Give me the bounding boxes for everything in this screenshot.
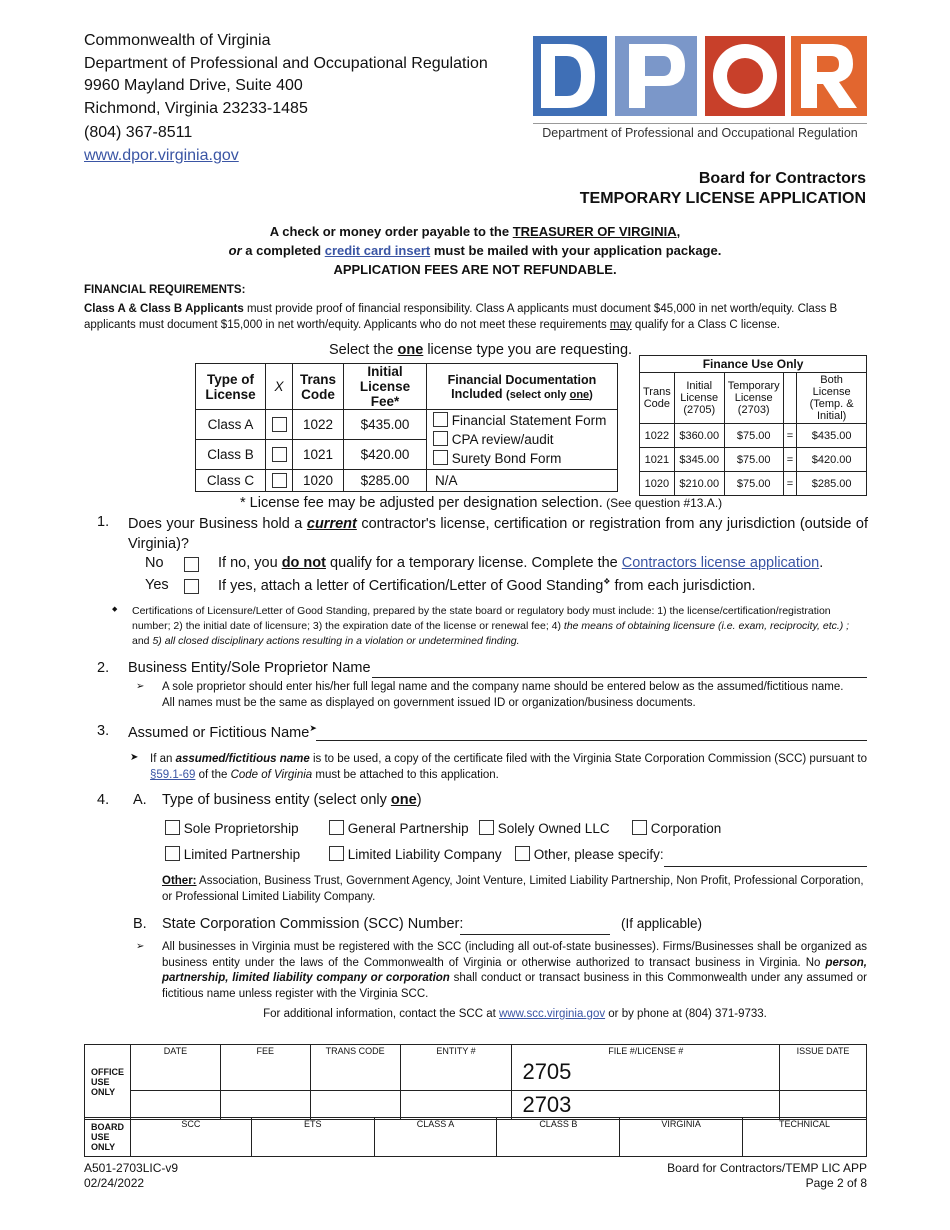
address-line: 9960 Mayland Drive, Suite 400: [84, 77, 303, 94]
header: Both License (Temp. & Initial): [797, 373, 867, 424]
text: ): [416, 792, 422, 808]
scc-website-link[interactable]: www.scc.virginia.gov: [499, 1008, 606, 1020]
q2-note: [162, 680, 867, 711]
text: Class A & Class B Applicants: [84, 303, 244, 315]
col-class-a: CLASS A: [374, 1118, 497, 1157]
class-type: Class C: [196, 470, 266, 492]
surety-bond-checkbox[interactable]: [433, 450, 448, 465]
class-c-doc: N/A: [427, 470, 618, 492]
cell: $210.00: [674, 472, 724, 496]
text: Other:: [162, 875, 197, 887]
board-name: Board for Contractors: [698, 170, 866, 187]
text: General Partnership: [347, 821, 469, 836]
other-note: [162, 874, 867, 905]
cell: $75.00: [724, 472, 783, 496]
table-row: [640, 448, 867, 472]
text: person, partnership, limited liability company or corporation: [162, 956, 867, 984]
entity-option[interactable]: [479, 820, 610, 836]
entity-option[interactable]: [329, 846, 502, 862]
col-trans-code: TRANS CODE: [310, 1045, 400, 1091]
text: Type of business entity (select only: [162, 792, 391, 808]
text: qualify for a Class C license.: [631, 318, 780, 331]
finance-title: Finance Use Only: [640, 356, 867, 373]
text: Certifications of Licensure/Letter of Good Standing, prepared by the state board or regulatory body must include: 1) the license/certification/registration number; 2) the initial date of licensure; 3) the expiration date of the license or renewal fee; 4): [132, 605, 831, 632]
col-class-b: CLASS B: [497, 1118, 620, 1157]
text: of the: [195, 768, 231, 781]
header-x: X: [266, 364, 293, 410]
text: (See question #13.A.): [602, 496, 723, 510]
cell: 1022: [640, 424, 675, 448]
license-fee: $420.00: [344, 440, 427, 470]
table-row: [196, 410, 618, 440]
financial-statement-checkbox[interactable]: [433, 412, 448, 427]
corporation-checkbox[interactable]: [632, 820, 647, 835]
financial-docs-cell: [427, 410, 618, 470]
text: or by phone at (804) 371-9733.: [605, 1008, 767, 1020]
file-number-2705: 2705: [522, 1059, 572, 1084]
text: or: [228, 243, 242, 258]
financial-heading: FINANCIAL REQUIREMENTS:: [84, 284, 246, 296]
text: Limited Partnership: [183, 847, 301, 862]
col-scc: SCC: [130, 1118, 251, 1157]
table-row: [196, 470, 618, 492]
dpor-logo: [533, 36, 867, 140]
board-use-label: BOARD USE ONLY: [85, 1118, 131, 1157]
col-fee: FEE: [220, 1045, 310, 1091]
q1-yes-checkbox[interactable]: [184, 579, 199, 594]
cell: $75.00: [724, 424, 783, 448]
text: A sole proprietor should enter his/her full legal name and the company name should be entered below as the assumed/fictitious name.: [162, 681, 844, 693]
arrow-bullet-icon: ➢: [136, 681, 145, 692]
logo-caption: Department of Professional and Occupational Regulation: [533, 123, 867, 140]
footer-title: Board for Contractors/TEMP LIC APP: [667, 1161, 867, 1175]
address-line: Richmond, Virginia 23233-1485: [84, 99, 308, 117]
col-date: DATE: [130, 1045, 220, 1091]
text: is to be used, a copy of the certificate filed with the Virginia State Corporation Commission (SCC) pursuant to: [309, 753, 867, 765]
agency-address: [84, 30, 488, 167]
payee: TREASURER OF VIRGINIA: [512, 224, 677, 239]
text: For additional information, contact the SCC at: [263, 1008, 499, 1020]
cell: $420.00: [797, 448, 867, 472]
license-fee: $285.00: [344, 470, 427, 492]
text: one: [390, 792, 417, 808]
text: FILE #/LICENSE #: [608, 1046, 684, 1056]
payment-line-3: APPLICATION FEES ARE NOT REFUNDABLE.: [333, 262, 617, 277]
q3-label: [128, 723, 317, 741]
text: must be attached to this application.: [312, 768, 499, 781]
text: All businesses in Virginia must be registered with the SCC (including all out-of-state businesses). Firms/Businesses shall be organized as business entity under the laws of the Commonwealth of Virginia or otherwise authorized to transact business in Virginia. No: [162, 941, 867, 969]
header: Initial License (2705): [674, 373, 724, 424]
cell: =: [783, 448, 796, 472]
col-ets: ETS: [251, 1118, 374, 1157]
text: a completed: [241, 243, 325, 258]
text: If yes, attach a letter of Certification/Letter of Good Standing: [218, 577, 604, 594]
form-id: A501-2703LIC-v9: [84, 1161, 179, 1175]
text: A check or money order payable to the: [269, 224, 513, 239]
col-technical: TECHNICAL: [743, 1118, 867, 1157]
financial-text: [84, 302, 867, 333]
scc-number-field[interactable]: [460, 934, 610, 935]
table-row: [640, 472, 867, 496]
text: Sole Proprietorship: [183, 821, 299, 836]
text: 5) all closed disciplinary actions resulting in a violation or undetermined finding.: [152, 635, 520, 647]
text: ,: [676, 224, 681, 239]
text: Does your Business hold a: [128, 516, 307, 532]
text: may: [609, 318, 632, 331]
text: contractor's license, certification or registration from any jurisdiction (outside of Virginia)?: [128, 516, 869, 552]
office-use-label: OFFICE USE ONLY: [85, 1045, 131, 1120]
q1-no-text: [218, 555, 823, 571]
text: (select only: [506, 388, 570, 401]
website-link[interactable]: www.dpor.virginia.gov: [84, 146, 239, 164]
entity-option[interactable]: [165, 846, 300, 862]
header: Temporary License (2703): [724, 373, 783, 424]
q2-label: Business Entity/Sole Proprietor Name: [128, 660, 371, 676]
q4a-letter: A.: [133, 792, 147, 808]
header: Trans Code: [640, 373, 675, 424]
text: All names must be the same as displayed on government issued ID or organization/business documents.: [162, 696, 696, 709]
other-specify-field[interactable]: [664, 866, 867, 867]
code-section-link[interactable]: §59.1-69: [150, 768, 196, 781]
license-prompt: [329, 342, 632, 358]
text: and: [132, 635, 153, 647]
q1-no-label: No: [145, 555, 164, 571]
q1-number: 1.: [97, 514, 110, 530]
col-entity: ENTITY #: [400, 1045, 512, 1091]
text: Financial Documentation: [447, 372, 597, 387]
footer-right: [667, 1161, 867, 1191]
text: ): [589, 388, 593, 401]
contractors-license-application-link[interactable]: Contractors license application: [621, 555, 820, 571]
text: * License fee may be adjusted per designation selection.: [240, 495, 603, 511]
payment-line-2: [0, 243, 950, 258]
text: Surety Bond Form: [451, 451, 562, 466]
header-type: Type of License: [196, 364, 266, 410]
license-fee: $435.00: [344, 410, 427, 440]
text: do not: [281, 555, 326, 571]
text: If no, you: [218, 555, 282, 571]
text: one: [397, 342, 424, 358]
q4-number: 4.: [97, 792, 110, 808]
footer-left: [84, 1161, 178, 1191]
scc-suffix: (If applicable): [621, 916, 703, 931]
text: Financial Statement Form: [451, 413, 607, 428]
text: from each jurisdiction.: [610, 577, 756, 594]
text: qualify for a temporary license. Complete the: [325, 555, 622, 571]
trans-code: 1022: [293, 410, 344, 440]
text: If an: [150, 753, 176, 765]
finance-use-table: [639, 355, 867, 496]
arrow-bullet-icon: ➢: [136, 941, 145, 952]
q1-note: [132, 604, 867, 649]
arrowhead-icon: ➤: [309, 723, 317, 733]
header-fee: Initial License Fee*: [344, 364, 427, 410]
trans-code: 1021: [293, 440, 344, 470]
entity-option[interactable]: [515, 846, 664, 862]
text: Corporation: [650, 821, 722, 836]
text: Assumed or Fictitious Name: [128, 724, 310, 741]
table-row: [640, 424, 867, 448]
text: CPA review/audit: [451, 432, 554, 447]
office-use-table: [84, 1044, 867, 1120]
q1-yes-label: Yes: [145, 577, 169, 593]
arrowhead-bullet-icon: ➤: [130, 752, 139, 763]
cell: $75.00: [724, 448, 783, 472]
diamond-icon: ❖: [603, 577, 611, 586]
class-type: Class A: [196, 410, 266, 440]
class-c-checkbox[interactable]: [272, 473, 287, 488]
fee-note: [240, 495, 722, 511]
other-checkbox[interactable]: [515, 846, 530, 861]
assumed-name-field[interactable]: [316, 740, 867, 741]
dpor-logo-letters: [533, 36, 867, 116]
q2-number: 2.: [97, 660, 110, 676]
credit-card-insert-link[interactable]: credit card insert: [324, 243, 431, 258]
license-type-table: [195, 363, 618, 492]
header-docs: [427, 364, 618, 410]
text: assumed/fictitious name: [175, 753, 310, 765]
sole-proprietorship-checkbox[interactable]: [165, 820, 180, 835]
q3-note: [150, 752, 867, 783]
class-a-checkbox[interactable]: [272, 417, 287, 432]
scc-contact: [0, 1007, 950, 1023]
scc-note: [162, 940, 867, 1002]
board-use-table: [84, 1117, 867, 1157]
col-file: [512, 1045, 780, 1091]
text: one: [569, 388, 590, 401]
business-name-field[interactable]: [372, 677, 867, 678]
file-number-2703: 2703: [512, 1091, 780, 1120]
class-b-checkbox[interactable]: [272, 447, 287, 462]
q3-number: 3.: [97, 723, 110, 739]
text: shall conduct or transact business in this Commonwealth under any assumed or fictitious name unless register with the Virginia SCC.: [162, 972, 867, 1000]
col-virginia: VIRGINIA: [620, 1118, 743, 1157]
trans-code: 1020: [293, 470, 344, 492]
general-partnership-checkbox[interactable]: [329, 820, 344, 835]
cpa-review-checkbox[interactable]: [433, 431, 448, 446]
address-line: Department of Professional and Occupational Regulation: [84, 54, 488, 72]
form-date: 02/24/2022: [84, 1176, 145, 1190]
q1-yes-text: [218, 577, 756, 594]
header: [783, 373, 796, 424]
q1-no-checkbox[interactable]: [184, 557, 199, 572]
limited-partnership-checkbox[interactable]: [165, 846, 180, 861]
cell: =: [783, 472, 796, 496]
text: Included: [451, 386, 503, 401]
text: current: [306, 516, 357, 532]
text: .: [819, 555, 824, 571]
text: Code of Virginia: [230, 768, 313, 781]
llc-checkbox[interactable]: [329, 846, 344, 861]
cell: $360.00: [674, 424, 724, 448]
diamond-bullet-icon: ◆: [112, 606, 118, 613]
cell: 1020: [640, 472, 675, 496]
text: Solely Owned LLC: [497, 821, 610, 836]
text: Limited Liability Company: [347, 847, 502, 862]
text: must be mailed with your application package.: [430, 243, 722, 258]
page-number: Page 2 of 8: [805, 1176, 867, 1190]
entity-option[interactable]: [632, 820, 721, 836]
text: license type you are requesting.: [423, 342, 633, 358]
text: Association, Business Trust, Government Agency, Joint Venture, Limited Liability Partnership, Non Profit, Professional Corporation, or Professional Limited Liability Company.: [162, 875, 864, 903]
form-title: TEMPORARY LICENSE APPLICATION: [579, 190, 866, 207]
solely-owned-llc-checkbox[interactable]: [479, 820, 494, 835]
phone: (804) 367-8511: [84, 124, 193, 141]
col-issue-date: ISSUE DATE: [780, 1045, 867, 1091]
text: Other, please specify:: [533, 847, 664, 862]
q4b-letter: B.: [133, 916, 147, 932]
cell: $345.00: [674, 448, 724, 472]
text: must provide proof of financial responsibility. Class A applicants must document $45,000 in net worth/equity. Class B applicants must document $15,000 in net worth/equity. Applicants who do not meet these requirements: [84, 303, 838, 331]
text: Select the: [329, 342, 398, 358]
cell: $435.00: [797, 424, 867, 448]
entity-option[interactable]: [329, 820, 469, 836]
cell: 1021: [640, 448, 675, 472]
text: the means of obtaining licensure (i.e. exam, reciprocity, etc.) ;: [563, 620, 850, 632]
entity-option[interactable]: [165, 820, 299, 836]
class-type: Class B: [196, 440, 266, 470]
payment-line-1: [0, 224, 950, 239]
cell: $285.00: [797, 472, 867, 496]
q1-question: [128, 514, 868, 554]
address-line: Commonwealth of Virginia: [84, 32, 271, 49]
q4b-label: State Corporation Commission (SCC) Number:: [162, 916, 464, 932]
cell: =: [783, 424, 796, 448]
header-code: Trans Code: [293, 364, 344, 410]
q4a-label: [162, 792, 422, 808]
